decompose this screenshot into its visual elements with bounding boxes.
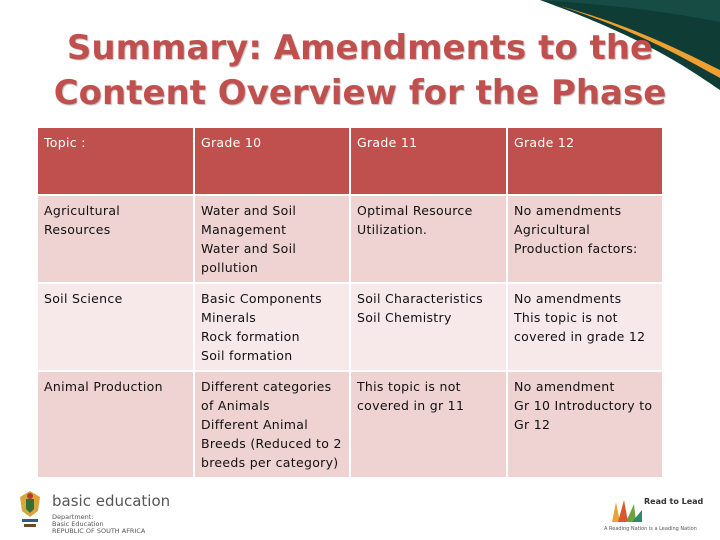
cell-text: covered in grade 12: [514, 329, 646, 344]
slide-title-line-2: Content Overview for the Phase: [53, 73, 667, 113]
cell-text: Management: [201, 222, 287, 237]
read-to-lead-title: Read to Lead: [644, 497, 704, 506]
table-row: [37, 371, 663, 478]
cell-text: No amendments: [514, 203, 622, 218]
read-to-lead-tagline: A Reading Nation is a Leading Nation: [604, 526, 697, 532]
department-line-3: REPUBLIC OF SOUTH AFRICA: [52, 527, 146, 535]
cell-text: Utilization.: [357, 222, 428, 237]
cell-text: Soil Chemistry: [357, 310, 452, 325]
department-line-1: Department:: [52, 513, 94, 521]
cell-grade-10: [194, 195, 350, 283]
cell-text: Different categories: [201, 379, 332, 394]
cell-text: No amendments: [514, 291, 622, 306]
cell-text: covered in gr 11: [357, 398, 465, 413]
cell-text: Soil Science: [44, 291, 123, 306]
cell-grade-10: [194, 371, 350, 478]
slide-title-line-1: Summary: Amendments to the: [66, 28, 654, 68]
header-grade-10: Grade 10: [194, 127, 350, 195]
cell-text: Gr 10 Introductory to: [514, 398, 653, 413]
cell-grade-11: [350, 283, 507, 371]
read-to-lead-logo: [604, 492, 714, 536]
read-to-lead-icon: [610, 498, 644, 524]
department-name: basic education: [52, 492, 171, 510]
cell-text: Agricultural: [44, 203, 121, 218]
cell-text: Water and Soil: [201, 241, 297, 256]
cell-grade-11: [350, 195, 507, 283]
coat-of-arms-icon: [16, 489, 44, 531]
header-grade-12: Grade 12: [507, 127, 663, 195]
cell-grade-12: [507, 283, 663, 371]
cell-text: of Animals: [201, 398, 270, 413]
cell-text: Gr 12: [514, 417, 551, 432]
cell-text: Animal Production: [44, 379, 163, 394]
cell-text: This topic is not: [514, 310, 618, 325]
content-overview-table: [36, 126, 664, 479]
header-topic: Topic :: [37, 127, 194, 195]
cell-text: Different Animal: [201, 417, 308, 432]
cell-text: Soil formation: [201, 348, 293, 363]
cell-grade-12: [507, 195, 663, 283]
cell-text: breeds per category): [201, 455, 339, 470]
basic-education-logo: [8, 486, 228, 536]
cell-text: No amendment: [514, 379, 615, 394]
cell-grade-12: [507, 371, 663, 478]
cell-text: Resources: [44, 222, 111, 237]
department-line-2: Basic Education: [52, 520, 104, 528]
cell-topic: [37, 371, 194, 478]
table-header-row: [37, 127, 663, 195]
cell-text: Basic Components: [201, 291, 322, 306]
cell-text: Minerals: [201, 310, 257, 325]
cell-topic: [37, 195, 194, 283]
cell-text: Rock formation: [201, 329, 300, 344]
cell-grade-11: [350, 371, 507, 478]
cell-text: This topic is not: [357, 379, 461, 394]
cell-grade-10: [194, 283, 350, 371]
cell-topic: [37, 283, 194, 371]
cell-text: Soil Characteristics: [357, 291, 483, 306]
cell-text: pollution: [201, 260, 259, 275]
table-row: [37, 195, 663, 283]
cell-text: Production factors:: [514, 241, 638, 256]
cell-text: Breeds (Reduced to 2: [201, 436, 342, 451]
cell-text: Agricultural: [514, 222, 591, 237]
table-row: [37, 283, 663, 371]
header-grade-11: Grade 11: [350, 127, 507, 195]
cell-text: Optimal Resource: [357, 203, 473, 218]
cell-text: Water and Soil: [201, 203, 297, 218]
